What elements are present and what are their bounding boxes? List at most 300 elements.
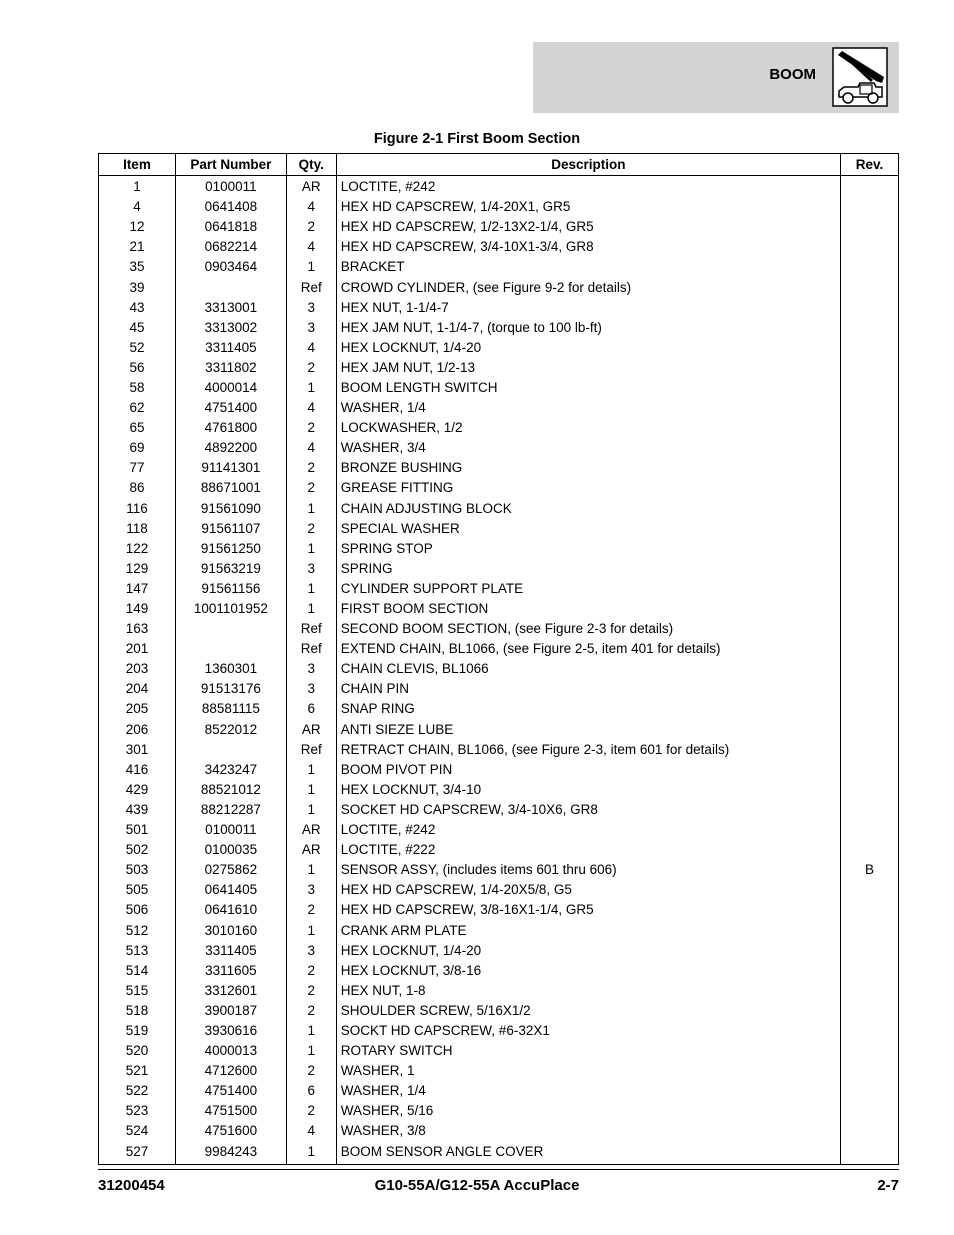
cell-qty: 1 xyxy=(286,1021,336,1041)
cell-part-number: 0100011 xyxy=(175,820,286,840)
table-row xyxy=(99,840,899,860)
cell-rev xyxy=(841,539,899,559)
cell-qty: 1 xyxy=(286,760,336,780)
table-row xyxy=(99,800,899,820)
cell-rev xyxy=(841,920,899,940)
cell-description: BOOM PIVOT PIN xyxy=(336,760,840,780)
cell-description: ANTI SIEZE LUBE xyxy=(336,720,840,740)
column-header-qty: Qty. xyxy=(286,154,336,176)
cell-part-number: 0641405 xyxy=(175,880,286,900)
cell-description: ROTARY SWITCH xyxy=(336,1041,840,1061)
cell-rev xyxy=(841,880,899,900)
cell-qty: AR xyxy=(286,820,336,840)
cell-rev xyxy=(841,1101,899,1121)
cell-item: 203 xyxy=(99,659,176,679)
cell-description: WASHER, 1/4 xyxy=(336,1081,840,1101)
cell-item: 56 xyxy=(99,358,176,378)
cell-rev xyxy=(841,217,899,237)
cell-rev xyxy=(841,740,899,760)
cell-part-number: 3313002 xyxy=(175,318,286,338)
cell-description: HEX HD CAPSCREW, 3/8-16X1-1/4, GR5 xyxy=(336,900,840,920)
table-row xyxy=(99,539,899,559)
cell-item: 204 xyxy=(99,679,176,699)
cell-item: 149 xyxy=(99,599,176,619)
cell-item: 513 xyxy=(99,941,176,961)
column-header-item: Item xyxy=(99,154,176,176)
table-row xyxy=(99,659,899,679)
table-row xyxy=(99,519,899,539)
cell-part-number: 88521012 xyxy=(175,780,286,800)
cell-part-number: 3311802 xyxy=(175,358,286,378)
cell-rev xyxy=(841,318,899,338)
cell-part-number: 9984243 xyxy=(175,1142,286,1165)
cell-qty: Ref xyxy=(286,740,336,760)
cell-item: 515 xyxy=(99,981,176,1001)
footer-divider xyxy=(98,1169,899,1170)
table-row xyxy=(99,176,899,198)
table-row xyxy=(99,639,899,659)
cell-qty: 1 xyxy=(286,1041,336,1061)
cell-rev xyxy=(841,941,899,961)
cell-part-number: 88581115 xyxy=(175,699,286,719)
cell-qty: 2 xyxy=(286,981,336,1001)
cell-description: WASHER, 5/16 xyxy=(336,1101,840,1121)
cell-item: 205 xyxy=(99,699,176,719)
cell-qty: 3 xyxy=(286,559,336,579)
cell-rev: B xyxy=(841,860,899,880)
cell-description: BRONZE BUSHING xyxy=(336,458,840,478)
cell-description: LOCTITE, #242 xyxy=(336,820,840,840)
cell-description: HEX LOCKNUT, 1/4-20 xyxy=(336,338,840,358)
table-row xyxy=(99,679,899,699)
table-row xyxy=(99,217,899,237)
cell-item: 77 xyxy=(99,458,176,478)
cell-description: WASHER, 3/8 xyxy=(336,1121,840,1141)
table-row xyxy=(99,1041,899,1061)
cell-rev xyxy=(841,499,899,519)
cell-rev xyxy=(841,438,899,458)
cell-part-number: 0100011 xyxy=(175,176,286,198)
cell-description: SENSOR ASSY, (includes items 601 thru 606) xyxy=(336,860,840,880)
cell-qty: 6 xyxy=(286,699,336,719)
cell-description: LOCTITE, #242 xyxy=(336,176,840,198)
column-header-description: Description xyxy=(336,154,840,176)
cell-qty: 2 xyxy=(286,900,336,920)
table-row xyxy=(99,197,899,217)
table-row xyxy=(99,378,899,398)
cell-part-number: 4751400 xyxy=(175,398,286,418)
cell-rev xyxy=(841,237,899,257)
cell-rev xyxy=(841,800,899,820)
cell-item: 1 xyxy=(99,176,176,198)
cell-description: HEX HD CAPSCREW, 1/4-20X5/8, G5 xyxy=(336,880,840,900)
cell-rev xyxy=(841,900,899,920)
footer-page-number: 2-7 xyxy=(877,1177,899,1194)
cell-rev xyxy=(841,720,899,740)
cell-rev xyxy=(841,820,899,840)
cell-qty: 2 xyxy=(286,458,336,478)
cell-description: HEX NUT, 1-1/4-7 xyxy=(336,298,840,318)
cell-rev xyxy=(841,579,899,599)
cell-item: 429 xyxy=(99,780,176,800)
cell-qty: 3 xyxy=(286,298,336,318)
figure-title: Figure 2-1 First Boom Section xyxy=(373,131,581,147)
cell-rev xyxy=(841,257,899,277)
cell-part-number: 0641408 xyxy=(175,197,286,217)
column-header-rev: Rev. xyxy=(841,154,899,176)
cell-item: 527 xyxy=(99,1142,176,1165)
table-row xyxy=(99,619,899,639)
table-row xyxy=(99,237,899,257)
cell-rev xyxy=(841,619,899,639)
cell-part-number: 91563219 xyxy=(175,559,286,579)
cell-part-number xyxy=(175,619,286,639)
cell-part-number: 8522012 xyxy=(175,720,286,740)
cell-rev xyxy=(841,1041,899,1061)
table-row xyxy=(99,298,899,318)
cell-qty: 1 xyxy=(286,539,336,559)
cell-description: HEX HD CAPSCREW, 1/2-13X2-1/4, GR5 xyxy=(336,217,840,237)
cell-qty: 2 xyxy=(286,961,336,981)
table-row xyxy=(99,1061,899,1081)
cell-rev xyxy=(841,378,899,398)
cell-item: 39 xyxy=(99,277,176,297)
cell-part-number: 3423247 xyxy=(175,760,286,780)
cell-item: 4 xyxy=(99,197,176,217)
cell-qty: 3 xyxy=(286,318,336,338)
cell-part-number: 88212287 xyxy=(175,800,286,820)
table-header-row xyxy=(99,154,899,176)
table-row xyxy=(99,318,899,338)
cell-description: HEX JAM NUT, 1/2-13 xyxy=(336,358,840,378)
cell-qty: 4 xyxy=(286,398,336,418)
cell-description: CRANK ARM PLATE xyxy=(336,920,840,940)
cell-qty: Ref xyxy=(286,639,336,659)
cell-item: 129 xyxy=(99,559,176,579)
cell-description: CROWD CYLINDER, (see Figure 9-2 for details) xyxy=(336,277,840,297)
parts-table-body xyxy=(99,176,899,1165)
boom-machine-icon xyxy=(832,47,888,107)
cell-item: 501 xyxy=(99,820,176,840)
cell-description: RETRACT CHAIN, BL1066, (see Figure 2-3, item 601 for details) xyxy=(336,740,840,760)
cell-part-number: 0682214 xyxy=(175,237,286,257)
cell-description: LOCTITE, #222 xyxy=(336,840,840,860)
cell-item: 201 xyxy=(99,639,176,659)
cell-part-number: 4000013 xyxy=(175,1041,286,1061)
cell-part-number: 91561250 xyxy=(175,539,286,559)
table-row xyxy=(99,579,899,599)
cell-item: 52 xyxy=(99,338,176,358)
cell-rev xyxy=(841,1021,899,1041)
cell-item: 522 xyxy=(99,1081,176,1101)
table-row xyxy=(99,920,899,940)
cell-qty: 4 xyxy=(286,1121,336,1141)
cell-rev xyxy=(841,559,899,579)
table-row xyxy=(99,1121,899,1141)
cell-rev xyxy=(841,338,899,358)
cell-description: WASHER, 1 xyxy=(336,1061,840,1081)
cell-item: 147 xyxy=(99,579,176,599)
cell-part-number xyxy=(175,740,286,760)
cell-description: EXTEND CHAIN, BL1066, (see Figure 2-5, item 401 for details) xyxy=(336,639,840,659)
cell-part-number: 4751600 xyxy=(175,1121,286,1141)
cell-qty: 3 xyxy=(286,659,336,679)
table-row xyxy=(99,1081,899,1101)
cell-item: 122 xyxy=(99,539,176,559)
cell-item: 163 xyxy=(99,619,176,639)
cell-description: WASHER, 3/4 xyxy=(336,438,840,458)
cell-part-number: 0903464 xyxy=(175,257,286,277)
cell-description: SECOND BOOM SECTION, (see Figure 2-3 for details) xyxy=(336,619,840,639)
cell-part-number: 4000014 xyxy=(175,378,286,398)
cell-description: SHOULDER SCREW, 5/16X1/2 xyxy=(336,1001,840,1021)
cell-description: HEX JAM NUT, 1-1/4-7, (torque to 100 lb-ft) xyxy=(336,318,840,338)
cell-rev xyxy=(841,358,899,378)
cell-part-number xyxy=(175,277,286,297)
cell-description: SNAP RING xyxy=(336,699,840,719)
cell-qty: 2 xyxy=(286,1061,336,1081)
cell-rev xyxy=(841,780,899,800)
cell-item: 519 xyxy=(99,1021,176,1041)
cell-part-number: 3313001 xyxy=(175,298,286,318)
table-row xyxy=(99,398,899,418)
cell-qty: 4 xyxy=(286,197,336,217)
table-row xyxy=(99,860,899,880)
cell-part-number: 91561107 xyxy=(175,519,286,539)
cell-part-number: 3010160 xyxy=(175,920,286,940)
cell-qty: 4 xyxy=(286,338,336,358)
cell-qty: 1 xyxy=(286,1142,336,1165)
cell-part-number: 3900187 xyxy=(175,1001,286,1021)
table-row xyxy=(99,760,899,780)
table-row xyxy=(99,257,899,277)
table-row xyxy=(99,780,899,800)
footer-model: G10-55A/G12-55A AccuPlace xyxy=(374,1177,580,1194)
cell-rev xyxy=(841,458,899,478)
cell-description: SPECIAL WASHER xyxy=(336,519,840,539)
cell-item: 503 xyxy=(99,860,176,880)
cell-description: FIRST BOOM SECTION xyxy=(336,599,840,619)
table-row xyxy=(99,720,899,740)
section-title: BOOM xyxy=(769,66,816,83)
cell-qty: 1 xyxy=(286,800,336,820)
cell-part-number: 0100035 xyxy=(175,840,286,860)
cell-rev xyxy=(841,981,899,1001)
cell-item: 301 xyxy=(99,740,176,760)
table-row xyxy=(99,981,899,1001)
cell-part-number: 3311405 xyxy=(175,941,286,961)
cell-part-number: 88671001 xyxy=(175,478,286,498)
cell-description: CHAIN PIN xyxy=(336,679,840,699)
cell-item: 65 xyxy=(99,418,176,438)
cell-description: HEX HD CAPSCREW, 3/4-10X1-3/4, GR8 xyxy=(336,237,840,257)
table-row xyxy=(99,699,899,719)
cell-description: CHAIN CLEVIS, BL1066 xyxy=(336,659,840,679)
section-header xyxy=(533,42,899,113)
cell-part-number: 91513176 xyxy=(175,679,286,699)
cell-rev xyxy=(841,519,899,539)
cell-item: 206 xyxy=(99,720,176,740)
cell-item: 12 xyxy=(99,217,176,237)
cell-part-number: 3311405 xyxy=(175,338,286,358)
cell-description: HEX LOCKNUT, 3/8-16 xyxy=(336,961,840,981)
cell-rev xyxy=(841,639,899,659)
cell-rev xyxy=(841,197,899,217)
cell-part-number: 3311605 xyxy=(175,961,286,981)
cell-qty: 6 xyxy=(286,1081,336,1101)
cell-part-number: 0641610 xyxy=(175,900,286,920)
cell-item: 518 xyxy=(99,1001,176,1021)
table-row xyxy=(99,338,899,358)
cell-part-number: 4892200 xyxy=(175,438,286,458)
cell-part-number xyxy=(175,639,286,659)
cell-description: LOCKWASHER, 1/2 xyxy=(336,418,840,438)
cell-rev xyxy=(841,398,899,418)
cell-qty: 1 xyxy=(286,257,336,277)
cell-qty: 1 xyxy=(286,499,336,519)
cell-description: BRACKET xyxy=(336,257,840,277)
column-header-part-number: Part Number xyxy=(175,154,286,176)
cell-rev xyxy=(841,277,899,297)
cell-qty: Ref xyxy=(286,277,336,297)
cell-part-number: 4761800 xyxy=(175,418,286,438)
cell-rev xyxy=(841,298,899,318)
table-row xyxy=(99,458,899,478)
cell-qty: 4 xyxy=(286,438,336,458)
cell-qty: 1 xyxy=(286,599,336,619)
cell-qty: 1 xyxy=(286,579,336,599)
cell-qty: 4 xyxy=(286,237,336,257)
cell-rev xyxy=(841,176,899,198)
table-row xyxy=(99,358,899,378)
table-row xyxy=(99,961,899,981)
cell-description: SOCKT HD CAPSCREW, #6-32X1 xyxy=(336,1021,840,1041)
cell-description: GREASE FITTING xyxy=(336,478,840,498)
cell-item: 69 xyxy=(99,438,176,458)
cell-qty: 2 xyxy=(286,519,336,539)
cell-rev xyxy=(841,679,899,699)
cell-part-number: 91561090 xyxy=(175,499,286,519)
cell-part-number: 3930616 xyxy=(175,1021,286,1041)
cell-description: HEX NUT, 1-8 xyxy=(336,981,840,1001)
cell-part-number: 0275862 xyxy=(175,860,286,880)
cell-item: 62 xyxy=(99,398,176,418)
cell-qty: 3 xyxy=(286,679,336,699)
cell-qty: 2 xyxy=(286,217,336,237)
cell-rev xyxy=(841,599,899,619)
table-row xyxy=(99,1101,899,1121)
cell-item: 521 xyxy=(99,1061,176,1081)
cell-rev xyxy=(841,961,899,981)
cell-part-number: 3312601 xyxy=(175,981,286,1001)
parts-table xyxy=(98,153,899,1165)
table-row xyxy=(99,438,899,458)
cell-qty: 3 xyxy=(286,880,336,900)
cell-description: WASHER, 1/4 xyxy=(336,398,840,418)
cell-item: 86 xyxy=(99,478,176,498)
cell-qty: 3 xyxy=(286,941,336,961)
cell-description: HEX HD CAPSCREW, 1/4-20X1, GR5 xyxy=(336,197,840,217)
cell-description: SPRING xyxy=(336,559,840,579)
cell-rev xyxy=(841,1001,899,1021)
cell-item: 43 xyxy=(99,298,176,318)
cell-rev xyxy=(841,1142,899,1165)
cell-item: 514 xyxy=(99,961,176,981)
cell-rev xyxy=(841,840,899,860)
cell-qty: 2 xyxy=(286,1101,336,1121)
cell-rev xyxy=(841,760,899,780)
cell-item: 512 xyxy=(99,920,176,940)
cell-qty: 2 xyxy=(286,478,336,498)
cell-description: HEX LOCKNUT, 1/4-20 xyxy=(336,941,840,961)
cell-qty: 1 xyxy=(286,920,336,940)
cell-qty: 1 xyxy=(286,378,336,398)
cell-part-number: 4712600 xyxy=(175,1061,286,1081)
table-row xyxy=(99,1001,899,1021)
cell-description: BOOM SENSOR ANGLE COVER xyxy=(336,1142,840,1165)
cell-rev xyxy=(841,1081,899,1101)
cell-item: 505 xyxy=(99,880,176,900)
cell-item: 45 xyxy=(99,318,176,338)
cell-item: 118 xyxy=(99,519,176,539)
cell-item: 506 xyxy=(99,900,176,920)
cell-qty: 1 xyxy=(286,860,336,880)
table-row xyxy=(99,820,899,840)
cell-item: 523 xyxy=(99,1101,176,1121)
cell-rev xyxy=(841,478,899,498)
cell-description: HEX LOCKNUT, 3/4-10 xyxy=(336,780,840,800)
cell-qty: AR xyxy=(286,176,336,198)
cell-part-number: 91141301 xyxy=(175,458,286,478)
cell-rev xyxy=(841,699,899,719)
table-row xyxy=(99,1021,899,1041)
table-row xyxy=(99,418,899,438)
cell-rev xyxy=(841,418,899,438)
cell-qty: AR xyxy=(286,720,336,740)
cell-item: 35 xyxy=(99,257,176,277)
cell-description: SOCKET HD CAPSCREW, 3/4-10X6, GR8 xyxy=(336,800,840,820)
cell-qty: Ref xyxy=(286,619,336,639)
cell-item: 116 xyxy=(99,499,176,519)
table-row xyxy=(99,941,899,961)
cell-item: 416 xyxy=(99,760,176,780)
cell-item: 502 xyxy=(99,840,176,860)
cell-qty: 1 xyxy=(286,780,336,800)
cell-description: CHAIN ADJUSTING BLOCK xyxy=(336,499,840,519)
cell-qty: 2 xyxy=(286,1001,336,1021)
table-row xyxy=(99,599,899,619)
cell-qty: 2 xyxy=(286,418,336,438)
cell-item: 439 xyxy=(99,800,176,820)
cell-part-number: 4751500 xyxy=(175,1101,286,1121)
cell-rev xyxy=(841,1061,899,1081)
table-row xyxy=(99,478,899,498)
table-row xyxy=(99,499,899,519)
table-row xyxy=(99,277,899,297)
cell-qty: 2 xyxy=(286,358,336,378)
table-row xyxy=(99,559,899,579)
cell-qty: AR xyxy=(286,840,336,860)
cell-description: BOOM LENGTH SWITCH xyxy=(336,378,840,398)
footer-doc-number: 31200454 xyxy=(98,1177,165,1194)
cell-item: 21 xyxy=(99,237,176,257)
cell-item: 524 xyxy=(99,1121,176,1141)
cell-description: SPRING STOP xyxy=(336,539,840,559)
table-row xyxy=(99,900,899,920)
cell-item: 520 xyxy=(99,1041,176,1061)
cell-part-number: 1360301 xyxy=(175,659,286,679)
table-row xyxy=(99,880,899,900)
